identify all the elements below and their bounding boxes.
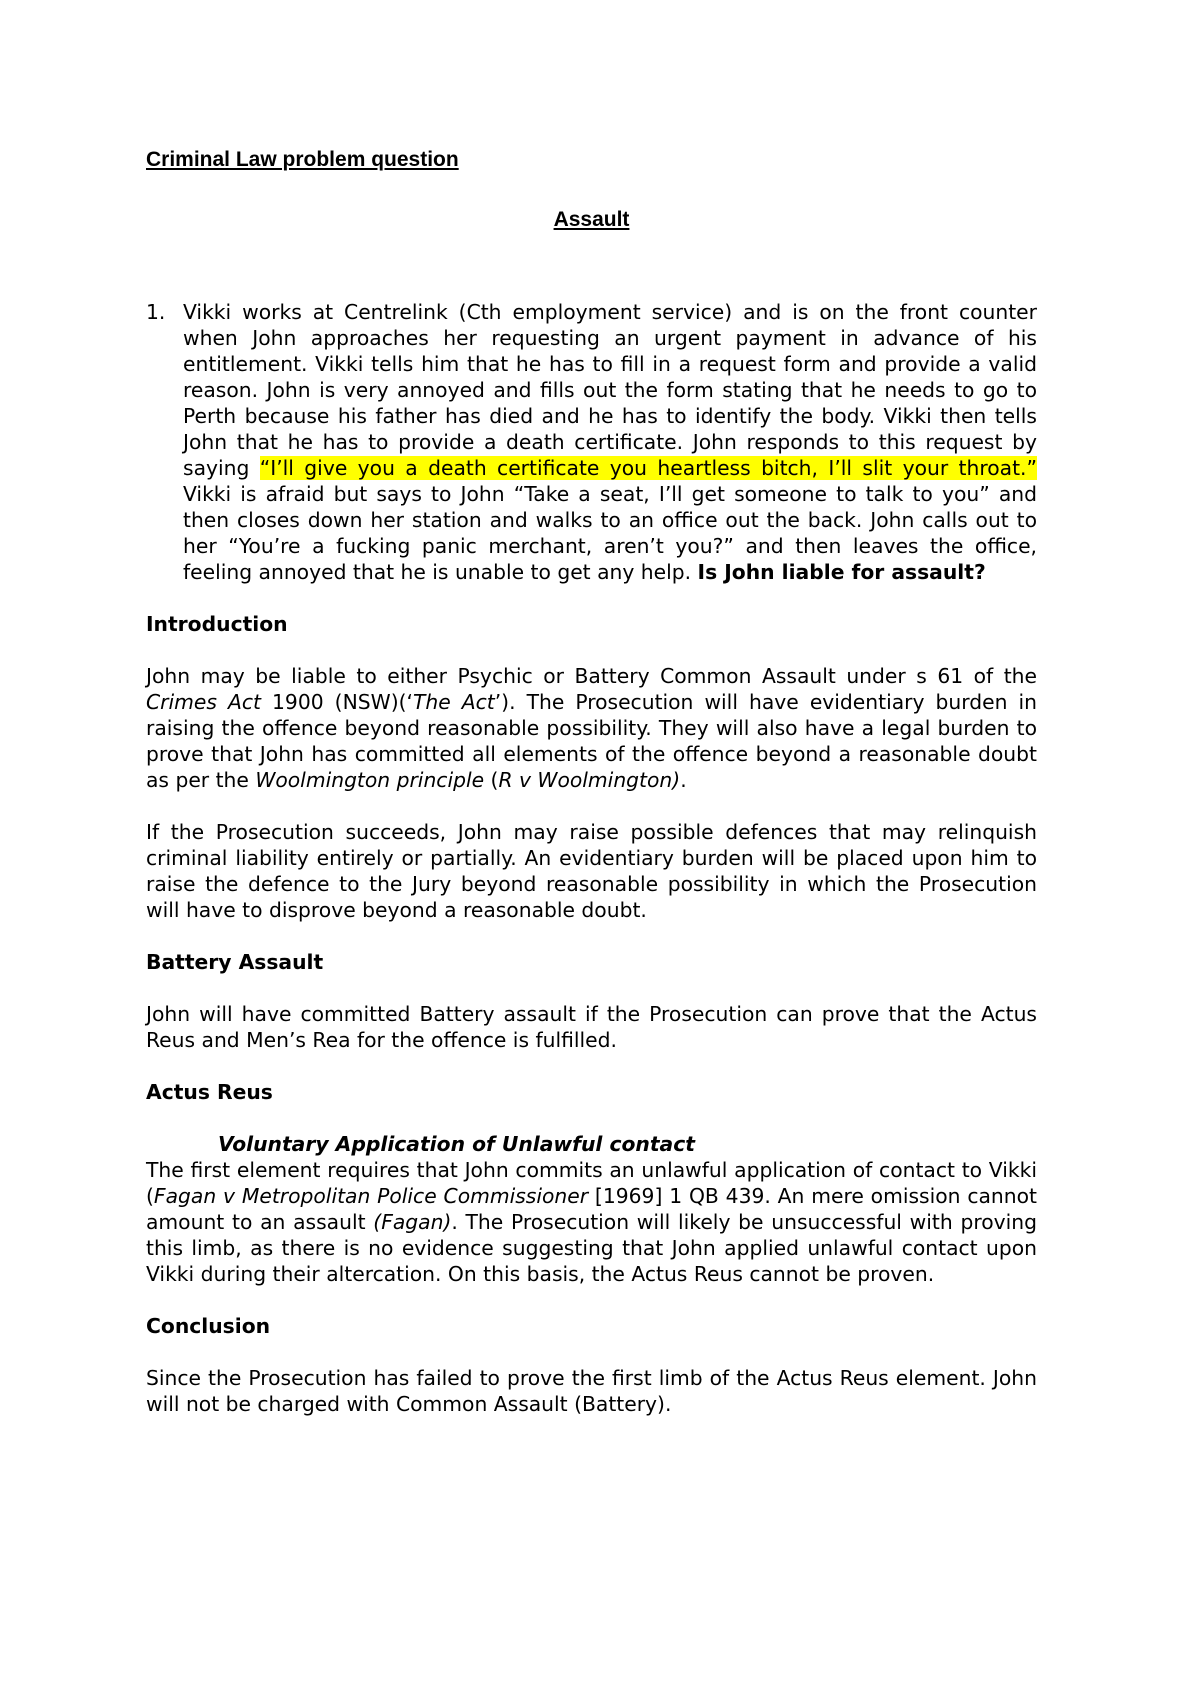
intro-p1-text-g: ( (484, 768, 499, 792)
actus-reus-paragraph-1 (146, 1157, 1037, 1287)
heading-introduction: Introduction (146, 612, 288, 636)
intro-p1-italic-woolmington-principle: Woolmington principle (255, 768, 485, 792)
actus-p1-text-c: [1969] 1 QB 439. An mere omission cannot amount to an assault (146, 1184, 1037, 1234)
actus-p1-text-a: The first element requires that John commits an unlawful application of contact to Vikki ( (146, 1158, 1037, 1208)
intro-p1-text-i: . (680, 768, 687, 792)
actus-p1-italic-fagan: (Fagan) (373, 1210, 452, 1234)
question-prompt: Is John liable for assault? (697, 560, 986, 584)
intro-p1-italic-the-act: The Act (412, 690, 495, 714)
actus-p1-text-e: . The Prosecution will likely be unsuccessful with proving this limb, as there is no evidence suggesting that John applied unlawful contact upon Vikki during their altercation. On this basis, the Actus Reus cannot be proven. (146, 1210, 1037, 1286)
intro-p1-text-a: John may be liable to either Psychic or Battery Common Assault under s 61 of the (146, 664, 1037, 688)
conclusion-paragraph-1: Since the Prosecution has failed to prove the first limb of the Actus Reus element. John will not be charged with Common Assault (Battery). (146, 1366, 1037, 1416)
question-text-a: Vikki works at Centrelink (Cth employment service) and is on the front counter when John approaches her requesting an urgent payment in advance of his entitlement. Vikki tells him that he has to fill in a request form and provide a valid reason. John is very annoyed and fills out the form stating that he needs to go to Perth because his father has died and he has to identify the body. Vikki then tells John that he has to provide a death certificate. John responds to this request by saying (183, 300, 1037, 480)
document-title: Criminal Law problem question (146, 148, 459, 171)
document-subtitle: Assault (553, 208, 630, 231)
heading-conclusion: Conclusion (146, 1314, 271, 1338)
question-list (146, 299, 1037, 585)
intro-p1-italic-r-v-woolmington: R v Woolmington) (498, 768, 681, 792)
intro-p1-text-e: ’). The Prosecution will have evidentiary burden in raising the offence beyond reasonable possibility. They will also have a legal burden to prove that John has committed all elements of the offence beyond a reasonable doubt as per the (146, 690, 1037, 792)
document-body (146, 147, 1037, 1417)
subheading-voluntary-application: Voluntary Application of Unlawful contact (218, 1132, 695, 1156)
battery-paragraph-1: John will have committed Battery assault if the Prosecution can prove that the Actus Reus and Men’s Rea for the offence is fulfilled. (146, 1002, 1037, 1052)
heading-battery-assault: Battery Assault (146, 950, 324, 974)
intro-p1-italic-crimes-act: Crimes Act (146, 690, 261, 714)
question-number: 1. (146, 300, 166, 324)
introduction-paragraph-1 (146, 663, 1037, 793)
heading-actus-reus: Actus Reus (146, 1080, 273, 1104)
introduction-paragraph-2: If the Prosecution succeeds, John may raise possible defences that may relinquish criminal liability entirely or partially. An evidentiary burden will be placed upon him to raise the defence to the Jury beyond reasonable possibility in which the Prosecution will have to disprove beyond a reasonable doubt. (146, 820, 1037, 922)
highlighted-quote: “I’ll give you a death certificate you heartless bitch, I’ll slit your throat.” (259, 456, 1037, 480)
question-text-b: Vikki is afraid but says to John “Take a seat, I’ll get someone to talk to you” and then closes down her station and walks to an office out the back. John calls out to her “You’re a fucking panic merchant, aren’t you?” and then leaves the office, feeling annoyed that he is unable to get any help. (183, 482, 1037, 584)
actus-p1-italic-fagan-case: Fagan v Metropolitan Police Commissioner (153, 1184, 589, 1208)
intro-p1-text-c: 1900 (NSW)(‘ (260, 690, 413, 714)
question-item (146, 299, 1037, 585)
